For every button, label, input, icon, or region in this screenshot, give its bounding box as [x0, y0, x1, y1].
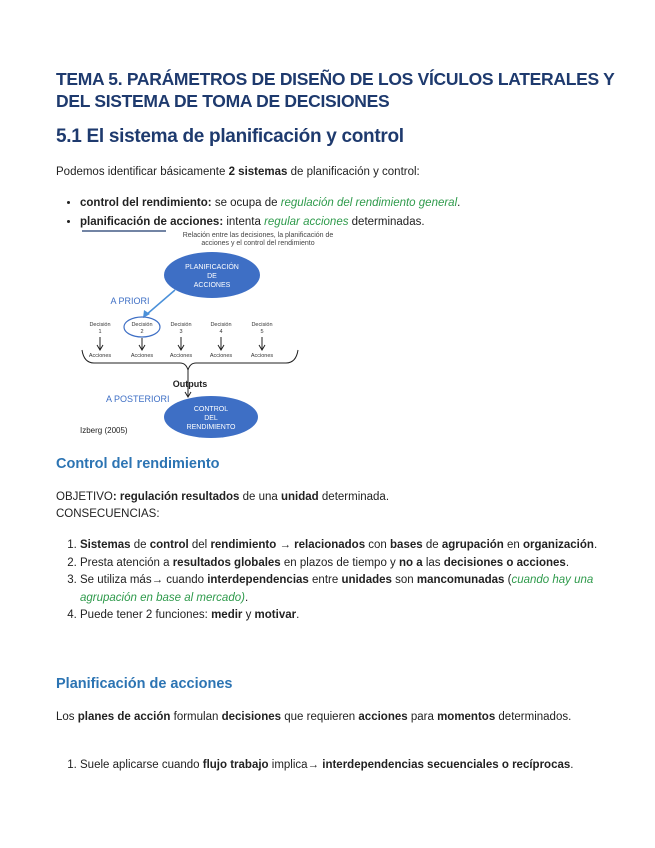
decision-label: Decisión [89, 322, 111, 328]
a-posteriori-label: A POSTERIORI [106, 394, 170, 404]
decision-number: 1 [98, 329, 102, 335]
planning-control-diagram [80, 230, 380, 442]
intro-paragraph: Podemos identificar básicamente 2 sistemas de planificación y control: [56, 166, 420, 178]
a-priori-label: A PRIORI [110, 296, 150, 306]
list-item: 2. Presta atención a resultados globales en plazos de tiempo y no a las decisiones o acciones. [80, 555, 604, 573]
planning-node-label: DE [207, 273, 217, 280]
decision-label: Decisión [251, 322, 273, 328]
list-item: 3. Se utiliza más→ cuando interdependencias entre unidades son mancomunadas (cuando hay una agrupación en base al mercado). [80, 572, 604, 607]
decision-label: Decisión [131, 322, 153, 328]
diagram-caption: Relación entre las decisiones, la planificación de [182, 232, 334, 239]
list-item: • control del rendimiento: se ocupa de regulación del rendimiento general. [80, 194, 620, 213]
diagram-source: Izberg (2005) [80, 426, 128, 435]
section-title: 5.1 El sistema de planificación y control [56, 126, 404, 147]
planning-node-label: ACCIONES [193, 282, 231, 289]
decision-number: 2 [140, 329, 144, 335]
document-title: TEMA 5. PARÁMETROS DE DISEÑO DE LOS VÍCULOS LATERALES Y DEL SISTEMA DE TOMA DE DECISIONES [56, 69, 615, 111]
diagram-caption: acciones y el control del rendimiento [201, 240, 315, 247]
objetivo-paragraph: OBJETIVO: regulación resultados de una unidad determinada. [56, 491, 390, 503]
action-label: Acciones [209, 353, 233, 359]
outputs-label: Outputs [172, 379, 208, 389]
list-item: 1. Sistemas de control del rendimiento → relacionados con bases de agrupación en organización. [80, 537, 604, 555]
control-node-label: DEL [204, 415, 218, 422]
planning-node-label: PLANIFICACIÓN [185, 264, 239, 271]
action-label: Acciones [250, 353, 274, 359]
systems-list [56, 194, 620, 232]
decision-label: Decisión [210, 322, 232, 328]
decision-number: 3 [179, 329, 183, 335]
control-heading: Control del rendimiento [56, 456, 220, 472]
planificacion-paragraph: Los planes de acción formulan decisiones que requieren acciones para momentos determinados. [56, 711, 572, 723]
control-node-label: RENDIMIENTO [186, 424, 236, 431]
decision-label: Decisión [170, 322, 192, 328]
a-priori-arrow [146, 290, 175, 315]
list-item: 1. Suele aplicarse cuando flujo trabajo implica→ interdependencias secuenciales o recíprocas. [80, 757, 580, 775]
planificacion-list [56, 757, 580, 775]
consequences-list [56, 537, 604, 625]
decision-number: 5 [260, 329, 264, 335]
action-label: Acciones [169, 353, 193, 359]
list-item: 4. Puede tener 2 funciones: medir y motivar. [80, 607, 604, 625]
planificacion-heading: Planificación de acciones [56, 676, 233, 692]
action-label: Acciones [88, 353, 112, 359]
action-label: Acciones [130, 353, 154, 359]
consecuencias-label: CONSECUENCIAS: [56, 508, 160, 520]
control-node-label: CONTROL [193, 406, 229, 413]
decision-number: 4 [219, 329, 223, 335]
list-item: • planificación de acciones: intenta regular acciones determinadas. [80, 213, 620, 232]
